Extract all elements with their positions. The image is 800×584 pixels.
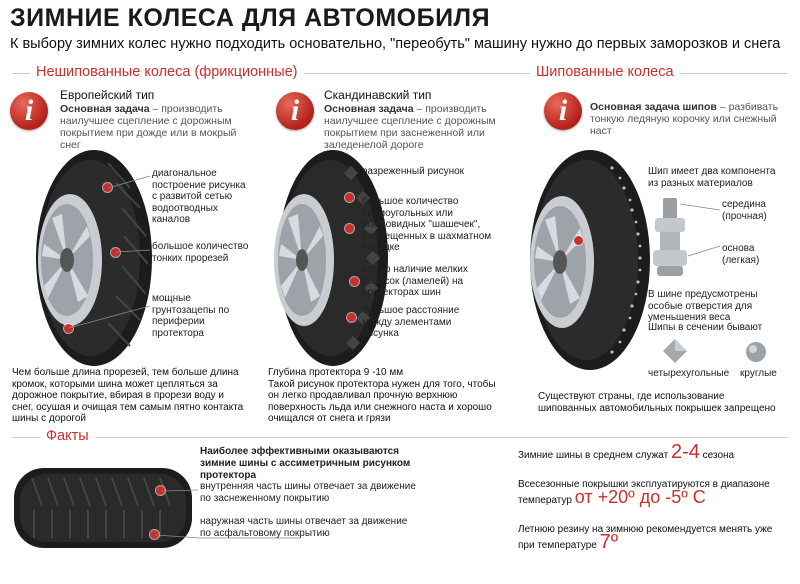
scandinavian-task: Основная задача – производить наилучшее сцепление с дорожным покрытием при заснеженной или заледенелой дороге — [324, 103, 496, 151]
stud-section-note: Шипы в сечении бывают — [648, 322, 763, 333]
facts-inner-note: внутренняя часть шины отвечает за движение по заснеженному покрытию — [200, 481, 416, 504]
page-subtitle: К выбору зимних колес нужно подходить основательно, "переобуть" машину нужно до первых заморозков и снега — [10, 36, 781, 52]
stud-shape-round: круглые — [740, 368, 777, 379]
info-icon: i — [276, 92, 314, 130]
fact-lifespan: Зимние шины в среднем служат 2-4 сезона — [518, 441, 735, 463]
fact-all-season: Всесезонные покрышки эксплуатируются в диапазоне температур от +20º до -5º С — [518, 479, 770, 507]
section-title-non-studded: Нешипованные колеса (фрикционные) — [30, 64, 304, 80]
facts-outer-note: наружная часть шины отвечает за движение по асфальтовому покрытию — [200, 516, 408, 539]
studded-task: Основная задача шипов – разбивать тонкую ледяную корочку или снежный наст — [590, 101, 779, 137]
european-note-shoulders: мощные грунтозацепы по периферии протектора — [152, 293, 230, 339]
stud-shape-quad: четырехугольные — [648, 368, 730, 379]
stud-intro: Шип имеет два компонента из разных материалов — [648, 166, 776, 189]
stud-core-label: середина (прочная) — [722, 199, 767, 222]
section-title-studded: Шипованные колеса — [530, 64, 680, 80]
european-note-sipes: большое количество тонких прорезей — [152, 241, 249, 264]
stud-holes-note: В шине предусмотрены особые отверстия для уменьшения веса — [648, 289, 758, 323]
scandinavian-note-blocks: большое количество прямоугольных или ромбовидных "шашечек", размещенных в шахматном порядке — [362, 196, 492, 253]
scandinavian-type-title: Скандинавский тип — [324, 88, 432, 102]
page-title: ЗИМНИЕ КОЛЕСА ДЛЯ АВТОМОБИЛЯ — [10, 4, 491, 32]
fact-change-temp: Летнюю резину на зимнюю рекомендуется менять уже при температуре 7º — [518, 524, 773, 553]
european-task: Основная задача – производить наилучшее сцепление с дорожным покрытием при дожде или в мокрый снег — [60, 103, 237, 151]
scandinavian-note-lamels: важно наличие мелких полосок (ламелей) на протекторах шин — [362, 264, 468, 298]
info-icon: i — [10, 92, 48, 130]
european-note-diagonal: диагональное построение рисунка с развитой сетью водоотводных каналов — [152, 168, 246, 225]
studded-description: Существуют страны, где использование шипованных автомобильных покрышек запрещено — [538, 391, 776, 414]
scandinavian-note-sparse: разреженный рисунок — [362, 166, 465, 177]
facts-asymmetric-title: Наиболее эффективными оказываются зимние шины с ассиметричным рисунком протектора — [200, 446, 411, 481]
stud-base-label: основа (легкая) — [722, 243, 760, 266]
european-description: Чем больше длина прорезей, тем больше длина кромок, которыми шина может цепляться за дорожное покрытие, вбирая в прорези воду и снег, осушая и очищая тем самым пятно контакта шины с дорогой — [12, 367, 244, 424]
scandinavian-note-spacing: большое расстояние между элементами рисунка — [362, 305, 460, 339]
european-type-title: Европейский тип — [60, 88, 155, 102]
info-icon: i — [544, 92, 582, 130]
section-title-facts: Факты — [40, 428, 95, 444]
scandinavian-description: Глубина протектора 9 -10 мм Такой рисунок протектора нужен для того, чтобы он легко продавливал прочную верхнюю поверхность льда или снежного наста и хорошо очищался от снега и грязи — [268, 367, 496, 424]
